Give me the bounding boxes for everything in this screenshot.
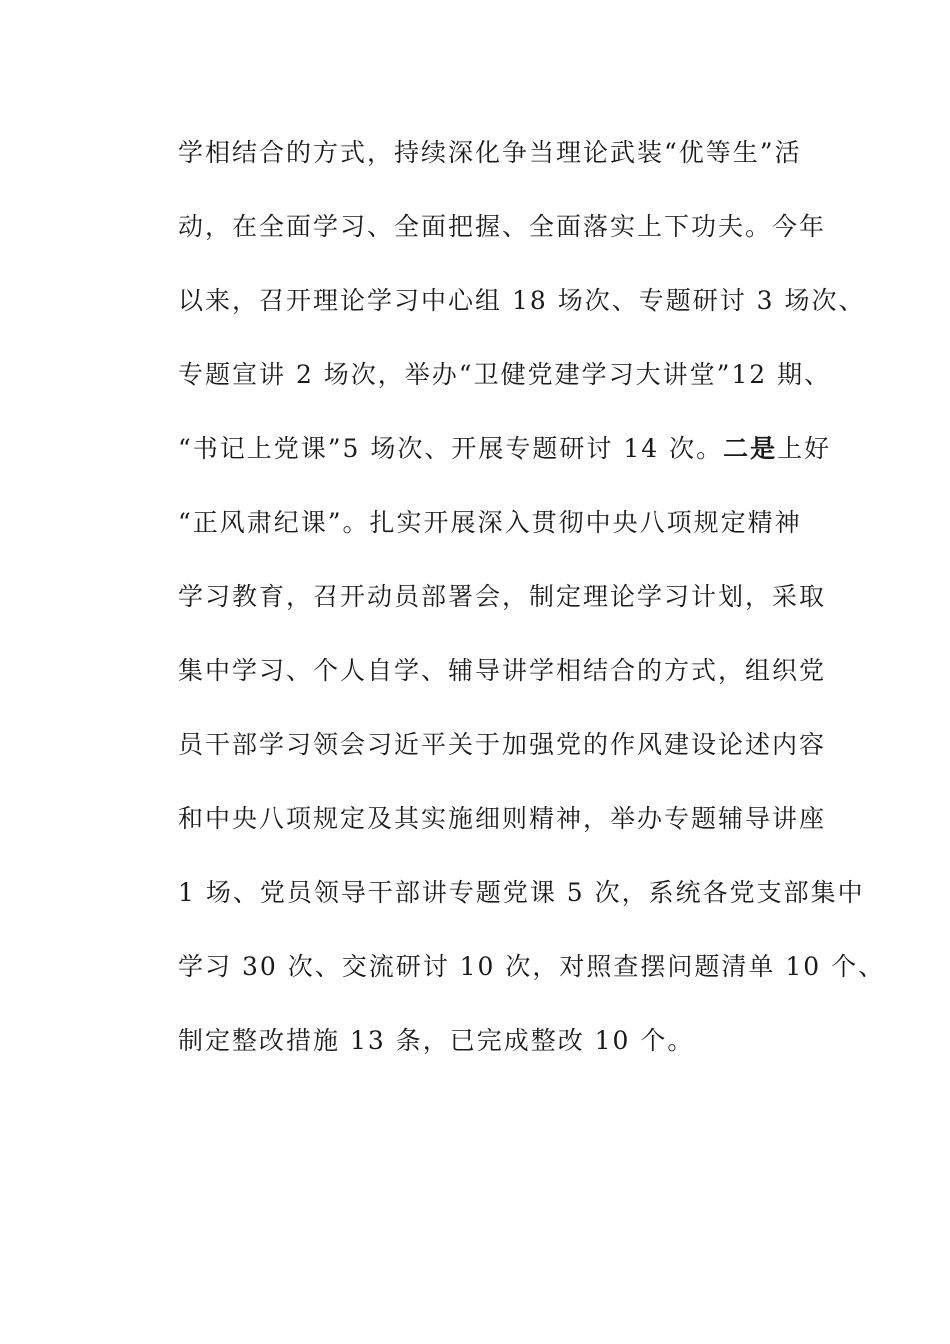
text-line: 专题宣讲 2 场次，举办“卫健党建学习大讲堂”12 期、: [178, 360, 832, 389]
text-line: 和中央八项规定及其实施细则精神，举办专题辅导讲座: [178, 804, 827, 833]
emphasis-label: 二是: [723, 434, 778, 463]
text-line: “正风肃纪课”。扎实开展深入贯彻中央八项规定精神: [178, 508, 802, 537]
text-line: 员干部学习领会习近平关于加强党的作风建设论述内容: [178, 730, 827, 759]
text-segment: 上好: [777, 434, 832, 463]
text-segment: “书记上党课”5 场次、开展专题研讨 14 次。: [178, 434, 724, 463]
text-line: 以来，召开理论学习中心组 18 场次、专题研讨 3 场次、: [178, 286, 866, 315]
text-line: 制定整改措施 13 条，已完成整改 10 个。: [178, 1026, 695, 1055]
body-paragraph: [178, 128, 886, 1090]
text-line: 学习教育，召开动员部署会，制定理论学习计划，采取: [178, 582, 827, 611]
text-line: 集中学习、个人自学、辅导讲学相结合的方式，组织党: [178, 656, 827, 685]
text-line: 动，在全面学习、全面把握、全面落实上下功夫。今年: [178, 212, 827, 241]
text-line: 学相结合的方式，持续深化争当理论武装“优等生”活: [178, 138, 802, 167]
text-line: 学习 30 次、交流研讨 10 次，对照查摆问题清单 10 个、: [178, 952, 886, 981]
text-line: 1 场、党员领导干部讲专题党课 5 次，系统各党支部集中: [178, 878, 865, 907]
text-line: [178, 424, 832, 498]
